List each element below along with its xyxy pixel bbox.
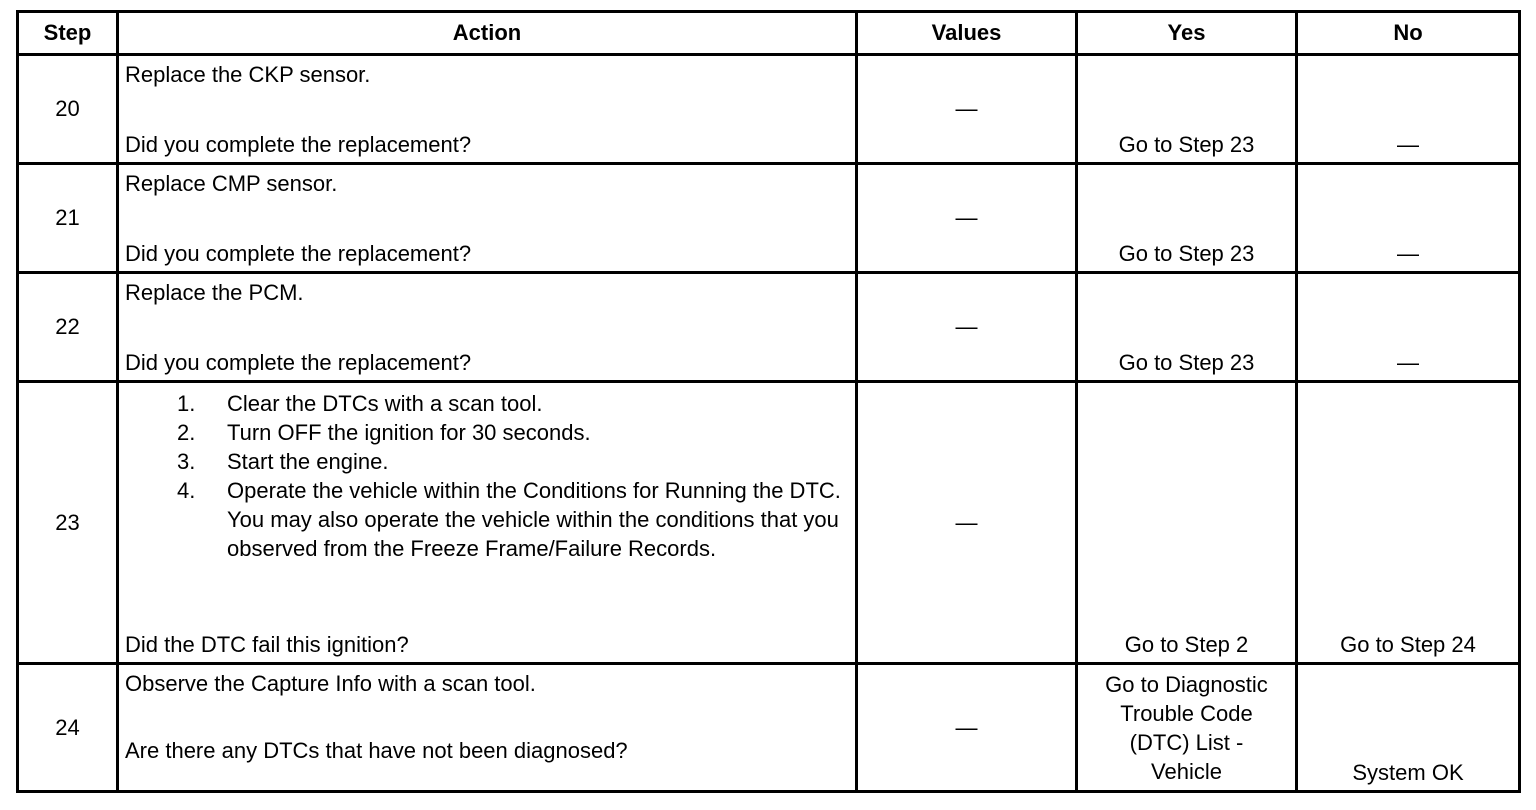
action-cell	[118, 664, 857, 792]
step-number: 22	[18, 273, 118, 382]
action-question: Are there any DTCs that have not been diagnosed?	[125, 738, 628, 763]
values-cell: —	[857, 55, 1077, 164]
table-row	[18, 55, 1520, 164]
no-cell: —	[1297, 273, 1520, 382]
yes-cell: Go to Step 23	[1077, 273, 1297, 382]
header-yes: Yes	[1077, 12, 1297, 55]
yes-line: (DTC) List -	[1129, 730, 1244, 755]
step-number: 20	[18, 55, 118, 164]
action-text: Observe the Capture Info with a scan tool.	[125, 671, 536, 696]
header-no: No	[1297, 12, 1520, 55]
action-cell	[118, 273, 857, 382]
no-cell: System OK	[1297, 664, 1520, 792]
list-item-text: Start the engine.	[227, 449, 389, 474]
values-cell: —	[857, 164, 1077, 273]
header-action: Action	[118, 12, 857, 55]
list-item-number: 4.	[177, 478, 196, 503]
table-row	[18, 382, 1520, 664]
yes-cell: Go to Step 23	[1077, 55, 1297, 164]
no-cell: Go to Step 24	[1297, 382, 1520, 664]
values-cell: —	[857, 664, 1077, 792]
diagnostic-table	[16, 10, 1521, 793]
action-text: Replace the PCM.	[125, 280, 304, 305]
action-cell	[118, 164, 857, 273]
step-number: 21	[18, 164, 118, 273]
table-row	[18, 664, 1520, 792]
table-row	[18, 273, 1520, 382]
values-cell: —	[857, 273, 1077, 382]
header-row	[18, 12, 1520, 55]
step-number: 23	[18, 382, 118, 664]
action-question: Did you complete the replacement?	[125, 350, 472, 375]
list-item	[177, 447, 849, 476]
step-number: 24	[18, 664, 118, 792]
list-item	[177, 418, 849, 447]
yes-line: Vehicle	[1151, 759, 1222, 784]
list-item-text: Clear the DTCs with a scan tool.	[227, 391, 543, 416]
list-item	[177, 389, 849, 418]
action-cell	[118, 55, 857, 164]
header-values: Values	[857, 12, 1077, 55]
list-item-text: Operate the vehicle within the Conditions for Running the DTC. You may also operate the vehicle within the conditions that you observed from the Freeze Frame/Failure Records.	[227, 478, 841, 561]
action-question: Did you complete the replacement?	[125, 132, 472, 157]
yes-cell: Go to Step 2	[1077, 382, 1297, 664]
values-cell: —	[857, 382, 1077, 664]
list-item-number: 3.	[177, 449, 196, 474]
yes-cell: Go to Step 23	[1077, 164, 1297, 273]
no-cell: —	[1297, 55, 1520, 164]
yes-line: Go to Diagnostic	[1105, 672, 1268, 697]
yes-cell	[1077, 664, 1297, 792]
action-text: Replace the CKP sensor.	[125, 62, 371, 87]
table-row	[18, 164, 1520, 273]
procedure-list	[125, 389, 849, 563]
action-cell	[118, 382, 857, 664]
action-question: Did the DTC fail this ignition?	[125, 632, 409, 657]
no-cell: —	[1297, 164, 1520, 273]
list-item-number: 1.	[177, 391, 196, 416]
list-item-number: 2.	[177, 420, 196, 445]
action-question: Did you complete the replacement?	[125, 241, 472, 266]
list-item	[177, 476, 849, 563]
action-text: Replace CMP sensor.	[125, 171, 338, 196]
header-step: Step	[18, 12, 118, 55]
yes-line: Trouble Code	[1120, 701, 1253, 726]
list-item-text: Turn OFF the ignition for 30 seconds.	[227, 420, 591, 445]
